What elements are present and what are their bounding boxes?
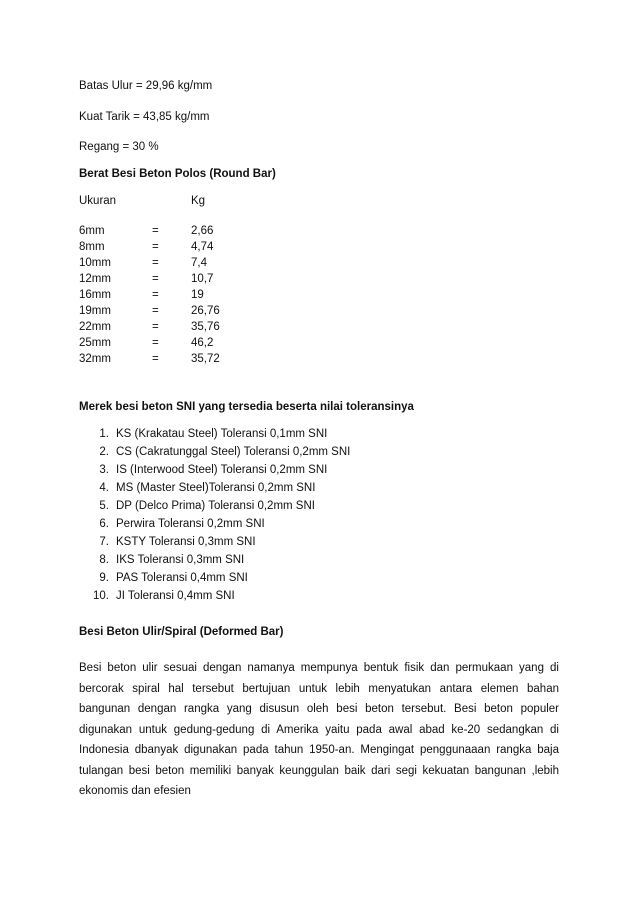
- list-item: [79, 554, 499, 572]
- row-equals: =: [152, 353, 159, 365]
- spec-kuat-tarik: Kuat Tarik = 43,85 kg/mm: [79, 111, 210, 123]
- row-equals: =: [152, 289, 159, 301]
- deformed-heading: Besi Beton Ulir/Spiral (Deformed Bar): [79, 626, 284, 638]
- row-size: 12mm: [79, 273, 111, 285]
- row-size: 19mm: [79, 305, 111, 317]
- list-number: 9.: [99, 572, 109, 584]
- row-size: 10mm: [79, 257, 111, 269]
- row-kg: 35,72: [191, 353, 220, 365]
- list-item: [79, 590, 499, 608]
- list-text: MS (Master Steel)Toleransi 0,2mm SNI: [116, 482, 316, 494]
- row-equals: =: [152, 225, 159, 237]
- row-size: 22mm: [79, 321, 111, 333]
- round-bar-heading: Berat Besi Beton Polos (Round Bar): [79, 168, 276, 180]
- row-kg: 4,74: [191, 241, 214, 253]
- row-equals: =: [152, 241, 159, 253]
- row-kg: 10,7: [191, 273, 214, 285]
- row-equals: =: [152, 305, 159, 317]
- table-row: [79, 337, 279, 353]
- list-item: [79, 500, 499, 518]
- row-size: 6mm: [79, 225, 105, 237]
- table-row: [79, 273, 279, 289]
- row-kg: 19: [191, 289, 204, 301]
- list-text: IS (Interwood Steel) Toleransi 0,2mm SNI: [116, 464, 328, 476]
- header-size: Ukuran: [79, 195, 117, 207]
- list-text: KS (Krakatau Steel) Toleransi 0,1mm SNI: [116, 428, 328, 440]
- brands-heading: Merek besi beton SNI yang tersedia beserta nilai toleransinya: [79, 401, 414, 413]
- list-number: 4.: [99, 482, 109, 494]
- row-kg: 35,76: [191, 321, 220, 333]
- table-row: [79, 225, 279, 241]
- list-text: CS (Cakratunggal Steel) Toleransi 0,2mm SNI: [116, 446, 351, 458]
- list-item: [79, 482, 499, 500]
- row-equals: =: [152, 257, 159, 269]
- list-text: IKS Toleransi 0,3mm SNI: [116, 554, 245, 566]
- table-row: [79, 241, 279, 257]
- table-row: [79, 353, 279, 369]
- spec-regang: Regang = 30 %: [79, 141, 159, 153]
- list-item: [79, 446, 499, 464]
- row-kg: 46,2: [191, 337, 214, 349]
- list-number: 1.: [99, 428, 109, 440]
- list-text: Perwira Toleransi 0,2mm SNI: [116, 518, 265, 530]
- list-text: JI Toleransi 0,4mm SNI: [116, 590, 235, 602]
- table-row: [79, 289, 279, 305]
- spec-batas-ulur: Batas Ulur = 29,96 kg/mm: [79, 80, 213, 92]
- table-row: [79, 305, 279, 321]
- row-kg: 7,4: [191, 257, 207, 269]
- list-number: 5.: [99, 500, 109, 512]
- row-equals: =: [152, 321, 159, 333]
- header-weight: Kg: [191, 195, 206, 207]
- row-kg: 2,66: [191, 225, 214, 237]
- row-size: 16mm: [79, 289, 111, 301]
- list-text: PAS Toleransi 0,4mm SNI: [116, 572, 248, 584]
- list-item: [79, 464, 499, 482]
- list-number: 8.: [99, 554, 109, 566]
- row-equals: =: [152, 337, 159, 349]
- list-text: KSTY Toleransi 0,3mm SNI: [116, 536, 256, 548]
- list-number: 7.: [99, 536, 109, 548]
- deformed-paragraph: Besi beton ulir sesuai dengan namanya mempunya bentuk fisik dan permukaan yang di bercorak spiral hal tersebut bertujuan untuk lebih menyatukan antara elemen bahan bangunan dengan rangka yang disusun oleh besi beton tersebut. Besi beton populer digunakan untuk gedung-gedung di Amerika yaitu pada awal abad ke-20 sedangkan di Indonesia dbanyak digunakan pada tahun 1950-an. Mengingat penggunaaan rangka baja tulangan besi beton memiliki banyak keunggulan baik dari segi kekuatan bangunan ,lebih ekonomis dan efesien: [79, 662, 559, 797]
- list-text: DP (Delco Prima) Toleransi 0,2mm SNI: [116, 500, 315, 512]
- list-number: 2.: [99, 446, 109, 458]
- table-row: [79, 321, 279, 337]
- row-equals: =: [152, 273, 159, 285]
- list-number: 3.: [99, 464, 109, 476]
- list-item: [79, 536, 499, 554]
- row-kg: 26,76: [191, 305, 220, 317]
- round-bar-table-header: [79, 195, 279, 211]
- list-number: 6.: [99, 518, 109, 530]
- row-size: 32mm: [79, 353, 111, 365]
- table-row: [79, 257, 279, 273]
- list-item: [79, 428, 499, 446]
- list-item: [79, 518, 499, 536]
- list-item: [79, 572, 499, 590]
- list-number: 10.: [93, 590, 109, 602]
- row-size: 8mm: [79, 241, 105, 253]
- row-size: 25mm: [79, 337, 111, 349]
